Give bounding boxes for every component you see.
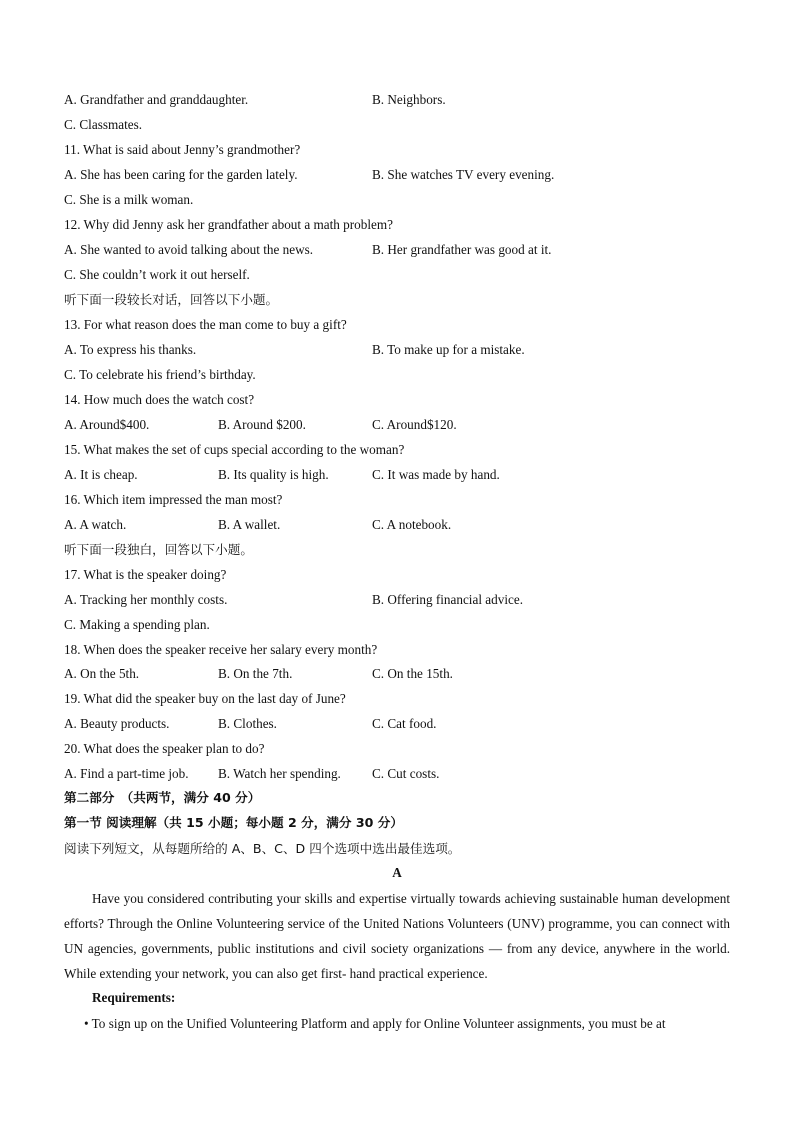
reading-instruction: 阅读下列短文，从每题所给的 A、B、C、D 四个选项中选出最佳选项。 — [64, 841, 461, 856]
question-15: 15. What makes the set of cups special according to the woman? — [64, 442, 405, 457]
q19-option-c: C. Cat food. — [372, 716, 437, 731]
long-dialogue-instruction: 听下面一段较长对话，回答以下小题。 — [64, 292, 279, 307]
q10-option-c: C. Classmates. — [64, 117, 143, 132]
section-one-title: 第一节 阅读理解（共 15 小题；每小题 2 分，满分 30 分） — [64, 815, 403, 830]
requirements-heading: Requirements: — [92, 990, 176, 1005]
q18-option-c: C. On the 15th. — [372, 666, 453, 681]
q13-option-b: B. To make up for a mistake. — [372, 342, 525, 357]
q11-option-a: A. She has been caring for the garden lately. — [64, 167, 298, 182]
q19-option-b: B. Clothes. — [218, 716, 277, 731]
question-20: 20. What does the speaker plan to do? — [64, 741, 265, 756]
question-16: 16. Which item impressed the man most? — [64, 492, 283, 507]
q16-option-c: C. A notebook. — [372, 517, 452, 532]
q16-option-a: A. A watch. — [64, 517, 127, 532]
q15-option-b: B. Its quality is high. — [218, 467, 329, 482]
q20-option-b: B. Watch her spending. — [218, 766, 341, 781]
q12-option-c: C. She couldn’t work it out herself. — [64, 267, 250, 282]
q20-option-c: C. Cut costs. — [372, 766, 440, 781]
q18-option-b: B. On the 7th. — [218, 666, 293, 681]
q10-option-b: B. Neighbors. — [372, 92, 446, 107]
part-two-title: 第二部分 （共两节，满分 40 分） — [64, 790, 261, 805]
q15-option-a: A. It is cheap. — [64, 467, 138, 482]
monologue-instruction: 听下面一段独白，回答以下小题。 — [64, 542, 253, 557]
question-11: 11. What is said about Jenny’s grandmother? — [64, 142, 301, 157]
q16-option-b: B. A wallet. — [218, 517, 281, 532]
q13-option-c: C. To celebrate his friend’s birthday. — [64, 367, 256, 382]
question-19: 19. What did the speaker buy on the last day of June? — [64, 691, 346, 706]
q13-option-a: A. To express his thanks. — [64, 342, 197, 357]
q17-option-b: B. Offering financial advice. — [372, 592, 523, 607]
q20-option-a: A. Find a part-time job. — [64, 766, 189, 781]
question-13: 13. For what reason does the man come to buy a gift? — [64, 317, 347, 332]
q11-option-b: B. She watches TV every evening. — [372, 167, 555, 182]
q10-option-a: A. Grandfather and granddaughter. — [64, 92, 249, 107]
q12-option-b: B. Her grandfather was good at it. — [372, 242, 552, 257]
q17-option-a: A. Tracking her monthly costs. — [64, 592, 228, 607]
q17-option-c: C. Making a spending plan. — [64, 617, 210, 632]
q14-option-c: C. Around$120. — [372, 417, 457, 432]
q11-option-c: C. She is a milk woman. — [64, 192, 194, 207]
q12-option-a: A. She wanted to avoid talking about the news. — [64, 242, 314, 257]
q14-option-b: B. Around $200. — [218, 417, 306, 432]
q18-option-a: A. On the 5th. — [64, 666, 140, 681]
question-17: 17. What is the speaker doing? — [64, 567, 227, 582]
q15-option-c: C. It was made by hand. — [372, 467, 500, 482]
question-18: 18. When does the speaker receive her salary every month? — [64, 642, 378, 657]
requirement-bullet: • To sign up on the Unified Volunteering Platform and apply for Online Volunteer assignments, you must be at — [84, 1016, 666, 1031]
q14-option-a: A. Around$400. — [64, 417, 150, 432]
passage-paragraph: Have you considered contributing your skills and expertise virtually towards achieving sustainable human development efforts? Through the Online Volunteering service of the United Nations Volunteers (UNV) programme, you can connect with UN agencies, governments, public institutions and civil society organizations — from any device, anywhere in the world. While extending your network, you can also get first- hand practical experience. — [64, 891, 730, 981]
question-12: 12. Why did Jenny ask her grandfather about a math problem? — [64, 217, 393, 232]
question-14: 14. How much does the watch cost? — [64, 392, 255, 407]
passage-label: A — [392, 865, 402, 880]
q19-option-a: A. Beauty products. — [64, 716, 170, 731]
